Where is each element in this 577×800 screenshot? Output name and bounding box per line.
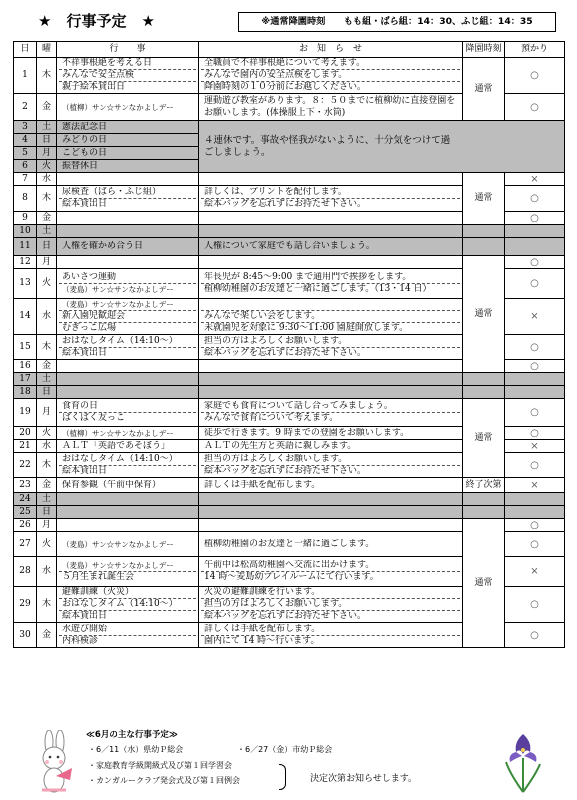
event-cell [57,121,199,134]
info-line: 降園時刻の１０分前にお越しください。 [201,81,460,93]
table-row [14,506,565,519]
event-line [59,257,196,268]
childcare-cell [505,225,565,238]
day-cell: 17 [14,373,37,386]
info-line: 家庭でも食育について話し合ってみましょう。 [204,401,393,411]
table-row [14,399,565,427]
event-cell [57,238,199,256]
dismissal-time-cell [463,493,505,506]
event-line [59,174,196,185]
event-cell [57,493,199,506]
dismissal-time-cell [463,506,505,519]
info-cell [199,478,463,493]
table-row [14,373,565,386]
table-row [14,238,565,256]
info-cell [199,506,463,519]
weekday-cell: 日 [37,506,57,519]
dismissal-time-cell [463,386,505,399]
weekday-cell: 月 [37,147,57,160]
holiday-note-text: ４連休です。事故や怪我がないように、十分気をつけて過ごしましょう。 [204,134,451,158]
day-cell: 29 [14,587,37,623]
event-cell [57,386,199,399]
childcare-cell: ○ [505,94,565,121]
event-cell [57,557,199,587]
info-line: 徒歩で行きます。9 時までの登園をお願いします。 [204,427,410,438]
info-line: 担当の方はよろしくお願いします。 [204,453,348,464]
event-cell [57,147,199,160]
weekday-cell: 月 [37,399,57,427]
event-line: （植柳）サン☆サンなかよしデー [62,428,174,438]
event-cell [57,506,199,519]
info-line: 担当の方はよろしくお願いします。 [201,598,460,610]
header-event: 行 事 [57,42,199,58]
info-cell [199,532,463,557]
event-line: おはなしタイム（14:10～） [59,598,196,610]
day-cell: 2 [14,94,37,121]
weekday-cell: 日 [37,238,57,256]
info-line: ＡＬＴの先生方と英語に親しみます。 [204,440,357,451]
event-line: むぎっこ広場 [59,322,196,334]
day-cell: 10 [14,225,37,238]
info-line [201,257,460,268]
info-line: 年長児が 8:45～9:00 まで通用門で挨拶をします。 [204,272,412,282]
info-line: みんなで園内の安全点検をします。 [201,69,460,81]
event-line: みどりの日 [62,134,108,145]
day-cell: 6 [14,160,37,173]
info-cell [199,269,463,299]
day-cell: 24 [14,493,37,506]
dismissal-time-cell: 通常 [463,256,505,373]
weekday-cell: 木 [37,587,57,623]
weekday-cell: 土 [37,493,57,506]
info-line [201,494,460,505]
page-title: ★ 行事予定 ★ [38,12,155,30]
event-line [59,361,196,372]
event-cell [57,399,199,427]
footer-item-2: ・6／27（金）市幼Ｐ総会 [237,745,333,754]
weekday-cell: 金 [37,360,57,373]
dismissal-time-cell: 通常 [463,173,505,225]
childcare-cell: ○ [505,360,565,373]
dismissal-time-cell: 通常 [463,58,505,121]
weekday-cell: 月 [37,256,57,269]
event-cell [57,299,199,335]
info-line: 詳しくは手紙を配布します。 [204,479,321,490]
event-cell [57,212,199,225]
footer-item-3: ・家庭教育学級開級式及び第１回学習会 [88,761,232,770]
event-line: あいさつ運動 [62,272,117,282]
table-row [14,519,565,532]
weekday-cell: 木 [37,58,57,94]
info-line [201,520,460,531]
info-cell [199,453,463,478]
day-cell: 25 [14,506,37,519]
childcare-cell [505,493,565,506]
childcare-cell: ○ [505,212,565,225]
dismissal-time-cell: 終了次第 [463,478,505,493]
event-cell [57,532,199,557]
info-cell [199,623,463,648]
info-cell [199,335,463,360]
event-line: こどもの日 [62,147,108,158]
event-cell [57,373,199,386]
event-line: 食育の日 [62,401,99,411]
event-line: 絵本貸出日 [59,610,196,622]
event-cell [57,269,199,299]
day-cell: 7 [14,173,37,186]
info-line: 絵本バッグを忘れずにお持たせ下さい。 [201,198,460,210]
info-cell [199,173,463,186]
weekday-cell: 水 [37,440,57,453]
day-cell: 21 [14,440,37,453]
childcare-cell: ○ [505,335,565,360]
childcare-cell [505,386,565,399]
info-line: 運動遊び教室があります。８：５０までに植柳幼に直接登園をお願いします。(体操服上下・水筒) [204,96,456,118]
weekday-cell: 水 [37,299,57,335]
event-line: 水遊び開始 [62,623,108,634]
event-line: 絵本貸出日 [59,465,196,477]
childcare-cell: × [505,478,565,493]
weekday-cell: 日 [37,386,57,399]
event-line: （麦島）サン☆サンなかよしデー [62,300,174,309]
weekday-cell: 木 [37,335,57,360]
dismissal-time-cell: 通常 [463,399,505,478]
weekday-cell: 火 [37,532,57,557]
event-line: 絵本貸出日 [59,347,196,359]
event-cell [57,225,199,238]
info-line: 14 時～麦島幼プレイルームにて行います。 [201,571,460,583]
event-line: ５月生まれ誕生会 [59,571,196,583]
day-cell: 1 [14,58,37,94]
weekday-cell: 火 [37,160,57,173]
event-cell [57,134,199,147]
info-cell [199,58,463,94]
day-cell: 8 [14,186,37,212]
info-line [201,226,460,237]
info-cell [199,519,463,532]
weekday-cell: 土 [37,121,57,134]
childcare-cell [505,373,565,386]
info-line: 園内にて 14 時～行います。 [201,635,460,647]
info-cell [199,399,463,427]
info-cell [199,225,463,238]
info-cell [199,493,463,506]
info-line: みんなで楽しい会をします。 [201,310,460,322]
event-line: おはなしタイム（14:10～） [62,453,178,464]
day-cell: 18 [14,386,37,399]
iris-flower-illustration [500,728,546,794]
footer-decide-note: 決定次第お知らせします。 [310,774,418,784]
info-cell [199,256,463,269]
info-line: 全職員で不祥事根絶について考えます。 [204,58,366,68]
event-cell [57,58,199,94]
info-cell [199,212,463,225]
info-line: 植柳幼稚園のお友達と一緒に過ごします。（13・14 日） [201,283,460,295]
schedule-body [14,58,565,648]
event-line: 尿検査（ばら・ふじ組） [62,187,162,197]
event-cell [57,94,199,121]
dismissal-time-cell [463,225,505,238]
table-row [14,493,565,506]
childcare-cell [505,506,565,519]
event-line: （植柳）サン☆サンなかよしデー [62,102,174,112]
info-cell [199,587,463,623]
day-cell: 30 [14,623,37,648]
event-cell [57,427,199,440]
event-cell [57,360,199,373]
info-line: 未就園児を対象に 9:30～11:00 園庭開放します。 [201,322,460,334]
event-cell [57,256,199,269]
childcare-cell: ○ [505,587,565,623]
day-cell: 20 [14,427,37,440]
footer-brace [279,764,286,790]
info-line [201,387,460,398]
event-cell [57,453,199,478]
weekday-cell: 木 [37,453,57,478]
childcare-cell: × [505,173,565,186]
event-line [59,507,196,518]
childcare-cell: ○ [505,269,565,299]
day-cell: 16 [14,360,37,373]
info-line [201,174,460,185]
table-row [14,256,565,269]
table-row [14,173,565,186]
rabbit-illustration [34,730,78,796]
childcare-cell: ○ [505,58,565,94]
event-line [59,374,196,385]
childcare-cell: ○ [505,532,565,557]
event-line [59,520,196,531]
day-cell: 14 [14,299,37,335]
footer-title: ≪6月の主な行事予定≫ [86,730,178,740]
info-cell [199,238,463,256]
info-line: 絵本バッグを忘れずにお持たせ下さい。 [201,610,460,622]
weekday-cell: 金 [37,478,57,493]
info-line [201,299,460,310]
table-row [14,121,565,134]
event-cell [57,478,199,493]
info-line: 絵本バッグを忘れずにお持たせ下さい。 [201,465,460,477]
info-line: 午前中は松高幼稚園へ交流に出かけます。 [204,560,375,570]
event-cell [57,173,199,186]
weekday-cell: 金 [37,94,57,121]
info-cell [199,386,463,399]
event-line [59,494,196,505]
weekday-cell: 水 [37,557,57,587]
dismissal-time-cell [463,238,505,256]
day-cell: 19 [14,399,37,427]
day-cell: 3 [14,121,37,134]
dismissal-time-cell: 通常 [463,519,505,648]
event-cell [57,519,199,532]
footer [0,724,577,800]
dismissal-time-cell [463,373,505,386]
childcare-cell: ○ [505,427,565,440]
header-care: 預かり [505,42,565,58]
event-line [59,226,196,237]
info-line [201,213,460,224]
info-line: みんなで食育について考えます。 [201,412,460,424]
event-line [59,387,196,398]
event-line: 新入園児歓迎会 [59,310,196,322]
event-line: 人権を確かめ合う日 [62,241,144,251]
header-info: お 知 ら せ [199,42,463,58]
schedule-table [13,41,565,648]
day-cell: 22 [14,453,37,478]
weekday-cell: 火 [37,427,57,440]
event-line: 憲法記念日 [62,121,108,132]
childcare-cell: ○ [505,186,565,212]
event-line: 親子絵本貸出日 [59,81,196,93]
event-line: ぱくぱく友っこ [59,412,196,424]
day-cell: 27 [14,532,37,557]
day-cell: 9 [14,212,37,225]
event-cell [57,440,199,453]
table-row [14,386,565,399]
weekday-cell: 水 [37,173,57,186]
day-cell: 12 [14,256,37,269]
event-cell [57,186,199,212]
info-cell [199,427,463,440]
weekday-cell: 土 [37,225,57,238]
childcare-cell: ○ [505,399,565,427]
info-line: 絵本バッグを忘れずにお持たせ下さい。 [201,347,460,359]
weekday-cell: 木 [37,186,57,212]
event-cell [57,587,199,623]
event-line: おはなしタイム（14:10～） [62,335,178,346]
dismissal-note: ※通常降園時刻 もも組・ばら組：14：30、ふじ組：14：35 [238,12,556,32]
day-cell: 28 [14,557,37,587]
info-cell [199,360,463,373]
table-row [14,58,565,94]
info-line: 詳しくは手紙を配布します。 [204,623,321,634]
info-line: 火災の避難訓練を行います。 [204,587,321,597]
day-cell: 26 [14,519,37,532]
info-cell [199,186,463,212]
event-line: （麦島）サン☆サンなかよしデー [62,561,174,570]
event-line: ＡＬＴ「英語であそぼう」 [62,440,171,451]
info-line: 植柳幼稚園のお友達と一緒に過ごします。 [204,538,375,549]
event-cell [57,160,199,173]
weekday-cell: 月 [37,519,57,532]
childcare-cell: × [505,557,565,587]
header-time: 降園時刻 [463,42,505,58]
day-cell: 11 [14,238,37,256]
weekday-cell: 日 [37,134,57,147]
event-line: 振替休日 [62,160,99,171]
event-line: 保育参観（午前中保育） [62,479,162,490]
day-cell: 13 [14,269,37,299]
day-cell: 15 [14,335,37,360]
childcare-cell [505,238,565,256]
day-cell: 5 [14,147,37,160]
table-row [14,225,565,238]
info-line: 担当の方はよろしくお願いします。 [204,335,348,346]
footer-item-1: ・6／11（水）県幼Ｐ総会 [88,745,184,754]
weekday-cell: 金 [37,212,57,225]
info-cell [199,557,463,587]
info-line: 詳しくは、プリントを配付します。 [204,187,347,197]
header [0,0,577,40]
holiday-note [199,121,565,173]
info-line [201,507,460,518]
event-cell [57,335,199,360]
weekday-cell: 金 [37,623,57,648]
table-row [14,478,565,493]
event-line: みんなで安全点検 [59,69,196,81]
childcare-cell: ○ [505,453,565,478]
weekday-cell: 土 [37,373,57,386]
header-dow: 曜 [37,42,57,58]
event-line: 内科検診 [59,635,196,647]
info-line [201,374,460,385]
day-cell: 23 [14,478,37,493]
event-line: （麦島）サン☆サンなかよしデー [62,539,174,549]
event-line: 避難訓練（火災） [62,587,135,597]
event-line: （麦島）サン☆サンなかよしデー [59,283,196,295]
childcare-cell: ○ [505,519,565,532]
childcare-cell: × [505,440,565,453]
event-line: 不祥事根絶を考える日 [62,58,153,68]
info-line: 人権について家庭でも話し合いましょう。 [204,241,375,251]
info-line [201,361,460,372]
footer-item-4: ・カンガルークラブ発会式及び第１回例会 [88,776,240,785]
event-cell [57,623,199,648]
event-line [59,213,196,224]
childcare-cell: × [505,299,565,335]
event-line: 絵本貸出日 [59,198,196,210]
info-cell [199,94,463,121]
weekday-cell: 火 [37,269,57,299]
day-cell: 4 [14,134,37,147]
childcare-cell: ○ [505,256,565,269]
info-cell [199,373,463,386]
info-cell [199,299,463,335]
header-day: 日 [14,42,37,58]
childcare-cell: ○ [505,623,565,648]
info-cell [199,440,463,453]
